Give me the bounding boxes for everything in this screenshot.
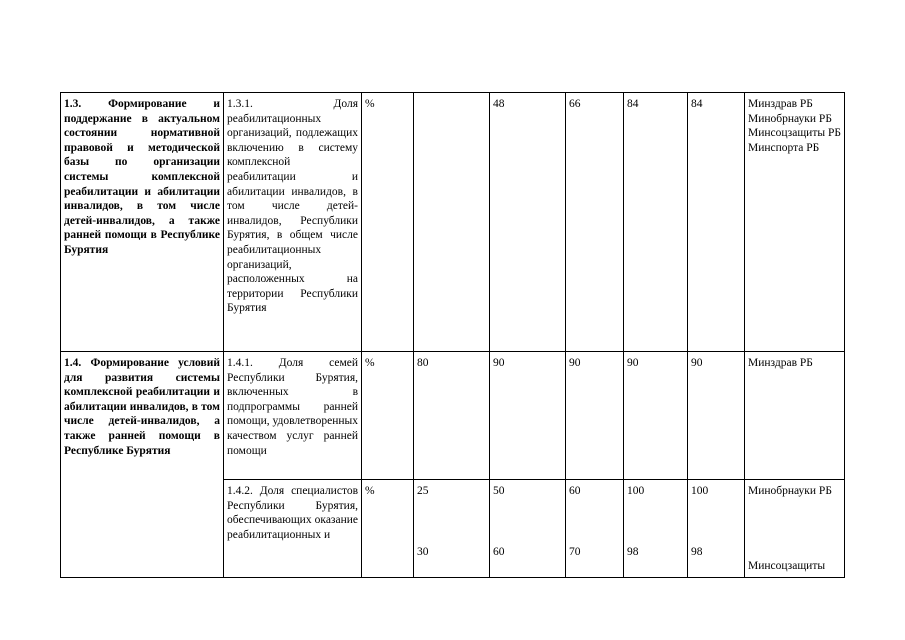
- responsible-line: Минсоцзащиты: [748, 560, 826, 572]
- indicator-text: 1.4.2. Доля специалистов Республики Бурятия, обеспечивающих оказание реабилитационных и: [227, 485, 358, 541]
- table-row: [61, 93, 845, 352]
- table-row: [61, 352, 845, 480]
- responsible-cell: [745, 480, 845, 578]
- value-cell-1: [414, 480, 490, 578]
- value-text: 84: [691, 98, 703, 110]
- indicator-cell: [224, 352, 362, 480]
- value-cell-5: [688, 93, 745, 352]
- value-text: 98: [691, 546, 703, 558]
- value-cell-4: [624, 93, 688, 352]
- responsible-line: Минздрав РБ: [748, 98, 813, 110]
- unit-cell: [362, 93, 414, 352]
- value-text: 30: [417, 546, 429, 558]
- task-text: 1.3. Формирование и поддержание в актуальном состоянии нормативной правовой и методической базы по организации системы комплексной реабилитации и абилитации инвалидов, в том числе детей-инвалидов, а также ранней помощи в Республике Бурятия: [64, 98, 220, 256]
- value-text: 90: [691, 357, 703, 369]
- value-text: 100: [691, 485, 709, 497]
- value-text: 50: [493, 485, 505, 497]
- value-text: 90: [569, 357, 581, 369]
- value-text: 84: [627, 98, 639, 110]
- value-cell-1: [414, 93, 490, 352]
- value-text: 70: [569, 546, 581, 558]
- responsible-line: Минздрав РБ: [748, 357, 813, 369]
- value-text: 98: [627, 546, 639, 558]
- value-cell-4: [624, 480, 688, 578]
- value-text: 90: [493, 357, 505, 369]
- indicator-text: 1.4.1. Доля семей Республики Бурятия, включенных в подпрограммы ранней помощи, удовлетворенных качеством услуг ранней помощи: [227, 357, 358, 457]
- value-cell-3: [566, 480, 624, 578]
- indicator-cell: [224, 480, 362, 578]
- value-cell-5: [688, 480, 745, 578]
- value-text: 100: [627, 485, 645, 497]
- task-cell: [61, 93, 224, 352]
- value-cell-4: [624, 352, 688, 480]
- unit-cell: [362, 352, 414, 480]
- unit-text: %: [365, 357, 375, 369]
- unit-cell: [362, 480, 414, 578]
- value-cell-3: [566, 93, 624, 352]
- value-text: 90: [627, 357, 639, 369]
- value-cell-2: [490, 93, 566, 352]
- program-indicators-table: [60, 92, 845, 578]
- unit-text: %: [365, 485, 375, 497]
- value-text: 80: [417, 357, 429, 369]
- value-cell-2: [490, 480, 566, 578]
- responsible-cell: [745, 93, 845, 352]
- responsible-line: Минспорта РБ: [748, 141, 820, 154]
- task-text: 1.4. Формирование условий для развития системы комплексной реабилитации и абилитации инвалидов, в том числе детей-инвалидов, а также ранней помощи в Республике Бурятия: [64, 357, 220, 457]
- responsible-cell: [745, 352, 845, 480]
- indicator-cell: [224, 93, 362, 352]
- responsible-line: Минобрнауки РБ: [748, 485, 832, 497]
- value-text: 25: [417, 485, 429, 497]
- value-cell-1: [414, 352, 490, 480]
- responsible-line: Минсоцзащиты РБ: [748, 127, 841, 140]
- responsible-line: Минобрнауки РБ: [748, 112, 832, 125]
- value-text: 48: [493, 98, 505, 110]
- value-cell-3: [566, 352, 624, 480]
- value-cell-2: [490, 352, 566, 480]
- value-text: 60: [493, 546, 505, 558]
- value-text: 60: [569, 485, 581, 497]
- task-cell: [61, 352, 224, 578]
- unit-text: %: [365, 98, 375, 110]
- indicator-text: 1.3.1. Доля реабилитационных организаций, подлежащих включению в систему комплексной реабилитации и абилитации инвалидов, в том числе детей-инвалидов, Республики Бурятия, в общем числе реабилитационных организаций, расположенных на территории Республики Бурятия: [227, 98, 358, 315]
- value-cell-5: [688, 352, 745, 480]
- value-text: 66: [569, 98, 581, 110]
